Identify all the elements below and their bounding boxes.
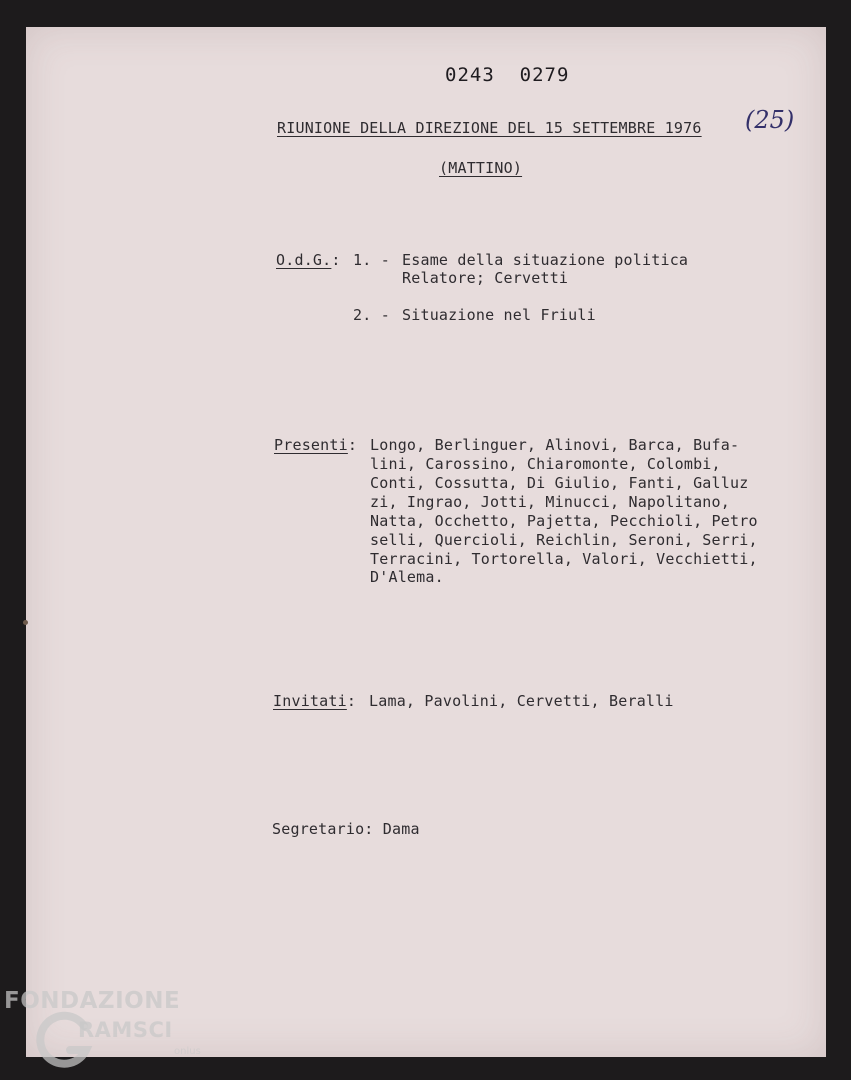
invitati-heading <box>273 692 356 711</box>
agenda-item-2-number: 2. - <box>353 306 390 324</box>
presenti-line: zi, Ingrao, Jotti, Minucci, Napolitano, <box>370 493 730 511</box>
watermark-line-1: FONDAZIONE <box>4 988 181 1014</box>
watermark-suffix: onlus <box>174 1046 201 1057</box>
invitati-label-colon: : <box>346 692 357 710</box>
watermark-line-2: RAMSCI <box>78 1018 173 1042</box>
paper-speck <box>23 620 28 625</box>
agenda-label-colon: : <box>331 251 341 269</box>
presenti-line: D'Alema. <box>370 568 444 586</box>
presenti-label: Presenti <box>274 436 348 454</box>
presenti-heading <box>274 436 357 455</box>
agenda-item-2-text: Situazione nel Friuli <box>402 306 596 324</box>
archive-watermark <box>4 988 214 1078</box>
meeting-title: RIUNIONE DELLA DIREZIONE DEL 15 SETTEMBRE 1976 <box>277 119 702 137</box>
agenda-item-1-number: 1. - <box>353 251 390 269</box>
presenti-line: Longo, Berlinguer, Alinovi, Barca, Bufa- <box>370 436 740 454</box>
agenda-item-1-speaker: Relatore; Cervetti <box>402 269 569 287</box>
presenti-line: Conti, Cossutta, Di Giulio, Fanti, Galluz <box>370 474 749 492</box>
handwritten-page-number: (25) <box>745 106 795 134</box>
presenti-line: Terracini, Tortorella, Valori, Vecchietti, <box>370 550 758 568</box>
presenti-line: selli, Quercioli, Reichlin, Seroni, Serri, <box>370 531 758 549</box>
invitati-label: Invitati <box>273 692 347 710</box>
invitati-list: Lama, Pavolini, Cervetti, Beralli <box>369 692 674 710</box>
presenti-line: lini, Carossino, Chiaromonte, Colombi, <box>370 455 721 473</box>
agenda-heading <box>276 251 341 270</box>
presenti-label-colon: : <box>347 436 358 454</box>
meeting-session: (MATTINO) <box>439 159 523 177</box>
agenda-item-1-text: Esame della situazione politica <box>402 251 689 269</box>
segretario-line: Segretario: Dama <box>272 820 420 838</box>
presenti-line: Natta, Occhetto, Pajetta, Pecchioli, Petro <box>370 512 758 530</box>
agenda-label: O.d.G. <box>276 251 332 269</box>
archive-number: 0243 0279 <box>445 64 570 86</box>
